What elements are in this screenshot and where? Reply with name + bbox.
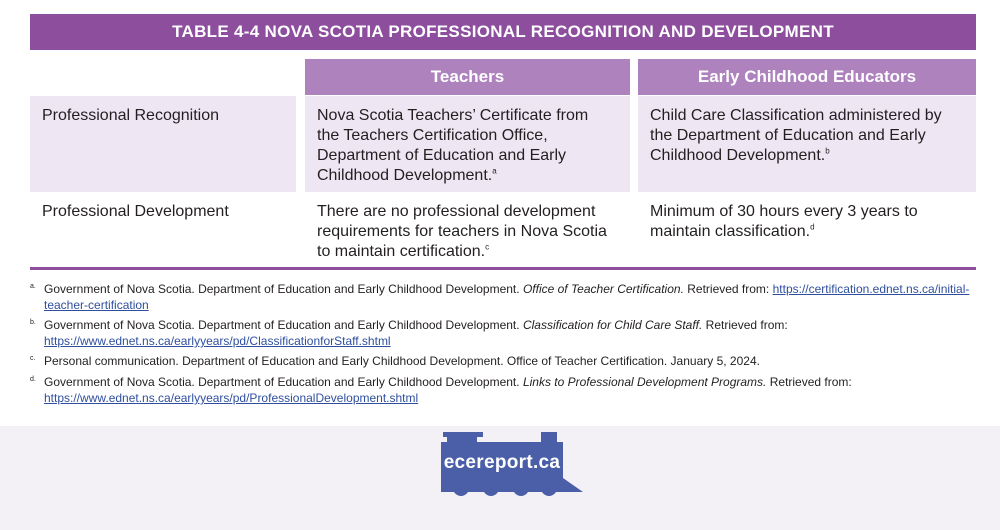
cell-teachers-recognition: Nova Scotia Teachers’ Certificate from the Teachers Certification Office, Department of Education and Early Childhood Development.$^a$ (305, 96, 630, 192)
table-divider (30, 267, 976, 270)
footnote-d-link[interactable]: https://www.ednet.ns.ca/earlyyears/pd/ProfessionalDevelopment.shtml (44, 391, 419, 405)
row-label-development: Professional Development (30, 192, 296, 267)
cell-teachers-development: There are no professional development requirements for teachers in Nova Scotia to maintain certification.$^c$ (305, 192, 630, 267)
cell-ece-development: Minimum of 30 hours every 3 years to maintain classification.$^d$ (638, 192, 976, 267)
footnote-a: a. Government of Nova Scotia. Department of Education and Early Childhood Development. Office of Teacher Certification. Retrieved from: https://certification.ednet.ns.ca/initial-teacher-certification (30, 282, 970, 312)
table-title: TABLE 4-4 NOVA SCOTIA PROFESSIONAL RECOGNITION AND DEVELOPMENT (30, 14, 976, 50)
footnote-c: c. Personal communication. Department of Education and Early Childhood Development. Office of Teacher Certification. January 5, 2024. (30, 354, 760, 368)
footnote-a-link[interactable]: https://certification.ednet.ns.ca/initial-teacher-certification (44, 282, 970, 312)
footnote-b: b. Government of Nova Scotia. Department of Education and Early Childhood Development. Classification for Child Care Staff. Retrieved from: https://www.ednet.ns.ca/earlyyears/pd/ClassificationforStaff.shtml (30, 318, 788, 348)
row-label-recognition: Professional Recognition (30, 96, 296, 192)
column-header-ece: Early Childhood Educators (638, 59, 976, 95)
cell-ece-recognition: Child Care Classification administered by the Department of Education and Early Childhood Development.$^b$ (638, 96, 976, 192)
column-header-teachers: Teachers (305, 59, 630, 95)
logo-text: ecereport.ca (443, 452, 561, 473)
footnote-b-link[interactable]: https://www.ednet.ns.ca/earlyyears/pd/ClassificationforStaff.shtml (44, 334, 391, 348)
footnote-d: d. Government of Nova Scotia. Department of Education and Early Childhood Development. Links to Professional Development Programs. Retrieved from: https://www.ednet.ns.ca/earlyyears/pd/ProfessionalDevelopment.shtml (30, 375, 852, 405)
